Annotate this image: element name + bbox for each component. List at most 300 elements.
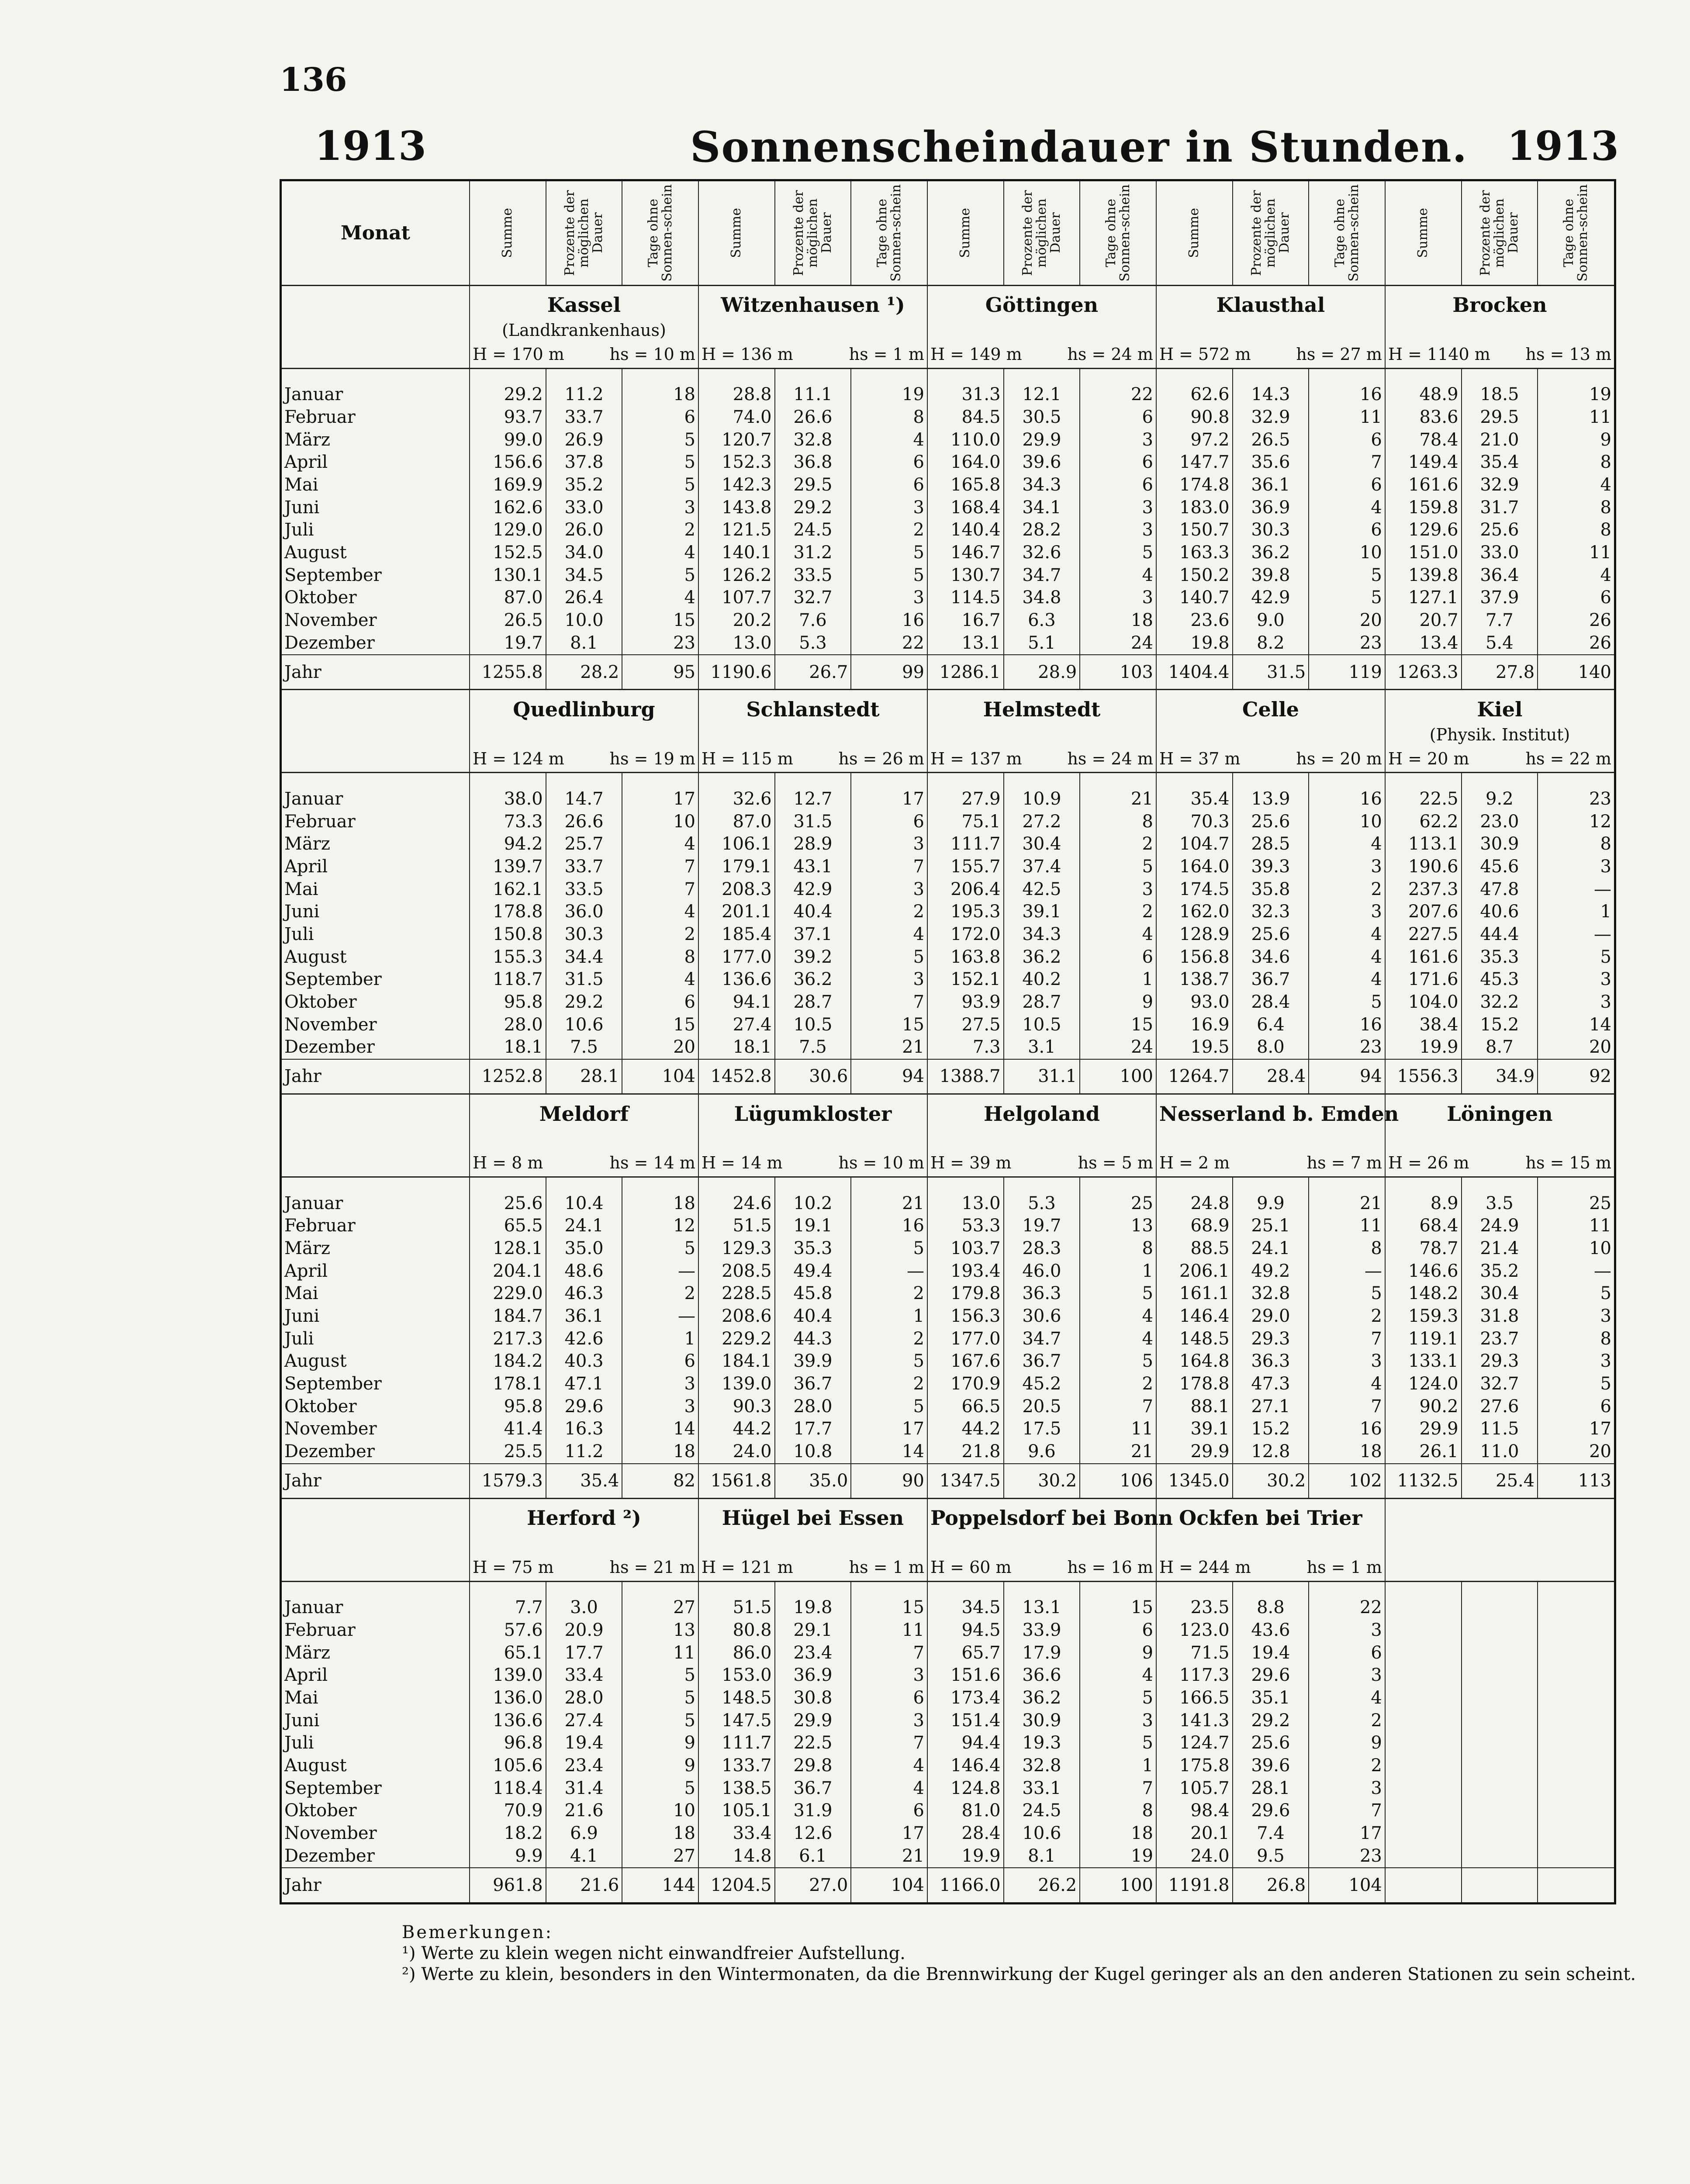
station-subtitle <box>470 1128 698 1149</box>
value-cell <box>1385 1845 1462 1868</box>
station-heights <box>1156 1149 1385 1177</box>
instrument-height: hs = 1 m <box>1306 1558 1382 1577</box>
height-pair <box>473 345 695 364</box>
value-cell: 19.4 <box>546 1732 622 1755</box>
value-cell: 162.1 <box>470 878 546 901</box>
value-cell: 5 <box>1080 542 1156 564</box>
month-label <box>282 1800 470 1822</box>
value-cell: 17 <box>622 788 698 811</box>
empty-cell <box>927 1177 1004 1192</box>
value-cell <box>1385 1709 1462 1732</box>
value-cell: 65.5 <box>470 1215 546 1237</box>
station-elevation: H = 39 m <box>930 1153 1012 1173</box>
value-cell: 3 <box>1538 968 1614 991</box>
value-cell <box>1462 1777 1538 1800</box>
value-cell: 5 <box>851 1350 927 1373</box>
value-cell: 164.8 <box>1156 1350 1233 1373</box>
value-cell <box>1462 1664 1538 1687</box>
value-cell: 9.2 <box>1462 788 1538 811</box>
empty-cell <box>282 745 470 773</box>
value-cell: 165.8 <box>927 474 1004 497</box>
station-name: Witzenhausen ¹) <box>698 285 927 320</box>
value-cell: 29.2 <box>470 384 546 406</box>
month-row <box>282 1036 1614 1059</box>
month-label <box>282 991 470 1014</box>
month-label <box>282 1418 470 1441</box>
value-cell: 37.4 <box>1004 856 1080 878</box>
station-subtitle <box>927 1533 1156 1554</box>
value-cell: 19 <box>1080 1845 1156 1868</box>
value-cell <box>1462 1687 1538 1710</box>
instrument-height: hs = 5 m <box>1078 1153 1153 1173</box>
month-row <box>282 564 1614 587</box>
value-cell <box>1538 1597 1614 1619</box>
column-header <box>775 181 851 285</box>
value-cell: 93.0 <box>1156 991 1233 1014</box>
value-cell: 12.1 <box>1004 384 1080 406</box>
value-cell: 26.5 <box>1233 429 1309 451</box>
station-elevation: H = 244 m <box>1159 1558 1251 1577</box>
value-cell: 208.3 <box>698 878 775 901</box>
value-cell: 33.4 <box>698 1822 775 1845</box>
empty-cell <box>282 1128 470 1149</box>
value-cell: 57.6 <box>470 1619 546 1642</box>
value-cell: 10.0 <box>546 609 622 632</box>
month-row <box>282 1327 1614 1350</box>
value-cell: 27 <box>622 1597 698 1619</box>
value-cell: 12.8 <box>1233 1441 1309 1464</box>
value-cell: 6 <box>1080 451 1156 474</box>
value-cell: 161.1 <box>1156 1282 1233 1305</box>
value-cell: 31.3 <box>927 384 1004 406</box>
value-cell: 184.7 <box>470 1305 546 1328</box>
value-cell: 31.5 <box>546 968 622 991</box>
empty-cell <box>1233 1177 1309 1192</box>
value-cell: 8.7 <box>1462 1036 1538 1059</box>
value-cell: 24 <box>1080 1036 1156 1059</box>
value-cell: 6.3 <box>1004 609 1080 632</box>
value-cell: 40.2 <box>1004 968 1080 991</box>
value-cell: 9 <box>1309 1732 1385 1755</box>
value-cell: 37.9 <box>1462 587 1538 609</box>
value-cell <box>1385 1822 1462 1845</box>
value-cell: 142.3 <box>698 474 775 497</box>
month-name: Dezember <box>284 1441 375 1462</box>
value-cell: 3 <box>1080 496 1156 519</box>
value-cell: 27.4 <box>546 1709 622 1732</box>
value-cell: 33.4 <box>546 1664 622 1687</box>
value-cell: 36.7 <box>1233 968 1309 991</box>
value-cell: 159.3 <box>1385 1305 1462 1328</box>
station-name: Kassel <box>470 285 698 320</box>
value-cell: 13.9 <box>1233 788 1309 811</box>
value-cell: 36.8 <box>775 451 851 474</box>
value-cell: 5 <box>622 1687 698 1710</box>
value-cell: 5 <box>1309 991 1385 1014</box>
month-row <box>282 1777 1614 1800</box>
value-cell: 7 <box>851 1641 927 1664</box>
value-cell: 29.6 <box>1233 1664 1309 1687</box>
value-cell: 16 <box>851 1215 927 1237</box>
value-cell: 161.6 <box>1385 474 1462 497</box>
station-subtitle <box>1156 1533 1385 1554</box>
value-cell: 105.7 <box>1156 1777 1233 1800</box>
value-cell: 43.6 <box>1233 1619 1309 1642</box>
value-cell: 36.2 <box>1004 946 1080 968</box>
column-header-label: Summe <box>1415 208 1431 258</box>
value-cell: 25 <box>1080 1192 1156 1215</box>
value-cell: 151.0 <box>1385 542 1462 564</box>
value-cell: 66.5 <box>927 1395 1004 1418</box>
value-cell: 36.2 <box>775 968 851 991</box>
station-elevation: H = 60 m <box>930 1558 1012 1577</box>
value-cell: 26 <box>1538 609 1614 632</box>
empty-cell <box>470 1581 546 1597</box>
empty-cell <box>851 368 927 384</box>
empty-cell <box>282 320 470 341</box>
station-sub-row <box>282 1533 1614 1554</box>
value-cell: 4 <box>1080 923 1156 946</box>
value-cell: 140.4 <box>927 519 1004 542</box>
value-cell: 8.9 <box>1385 1192 1462 1215</box>
column-header-label: Prozente der möglichen Dauer <box>1020 190 1063 276</box>
empty-cell <box>1233 1581 1309 1597</box>
value-cell: 26.5 <box>470 609 546 632</box>
month-name: Mai <box>284 879 318 899</box>
value-cell: 152.1 <box>927 968 1004 991</box>
value-cell: 74.0 <box>698 406 775 429</box>
value-cell: 8 <box>1538 519 1614 542</box>
value-cell: 237.3 <box>1385 878 1462 901</box>
value-cell: 126.2 <box>698 564 775 587</box>
month-label <box>282 1845 470 1868</box>
value-cell: 3 <box>1080 587 1156 609</box>
value-cell: 34.3 <box>1004 923 1080 946</box>
value-cell: 103.7 <box>927 1237 1004 1260</box>
month-name: Juni <box>284 497 320 518</box>
empty-cell <box>282 1094 470 1129</box>
value-cell: 23 <box>1309 1845 1385 1868</box>
value-cell: 136.6 <box>698 968 775 991</box>
empty-cell <box>622 773 698 788</box>
value-cell: 29.2 <box>1233 1709 1309 1732</box>
value-cell: 45.8 <box>775 1282 851 1305</box>
value-cell: 3.0 <box>546 1597 622 1619</box>
value-cell: 6 <box>851 451 927 474</box>
year-total-value: 34.9 <box>1462 1059 1538 1094</box>
value-cell: 7 <box>851 856 927 878</box>
month-name: November <box>284 1823 377 1844</box>
empty-cell <box>1385 1177 1462 1192</box>
jahr-label: Jahr <box>284 662 321 682</box>
value-cell: 5 <box>1538 1282 1614 1305</box>
value-cell: 29.5 <box>775 474 851 497</box>
value-cell: 29.2 <box>546 991 622 1014</box>
month-label <box>282 1619 470 1642</box>
month-name: Dezember <box>284 1037 375 1057</box>
value-cell: 21 <box>1080 788 1156 811</box>
empty-cell <box>282 1149 470 1177</box>
value-cell: 141.3 <box>1156 1709 1233 1732</box>
value-cell: 36.1 <box>546 1305 622 1328</box>
value-cell: 6 <box>851 1800 927 1822</box>
value-cell: 138.5 <box>698 1777 775 1800</box>
value-cell: 19.7 <box>1004 1215 1080 1237</box>
value-cell: 4 <box>851 429 927 451</box>
value-cell: 25.6 <box>1233 810 1309 833</box>
value-cell: 26.6 <box>775 406 851 429</box>
value-cell: 152.3 <box>698 451 775 474</box>
value-cell: 148.2 <box>1385 1282 1462 1305</box>
value-cell: 6 <box>1309 429 1385 451</box>
value-cell: 6 <box>622 406 698 429</box>
value-cell: 129.6 <box>1385 519 1462 542</box>
value-cell: 30.3 <box>1233 519 1309 542</box>
station-heights <box>927 745 1156 773</box>
empty-cell <box>546 1177 622 1192</box>
station-elevation: H = 75 m <box>473 1558 554 1577</box>
month-name: Februar <box>284 1216 356 1236</box>
month-label <box>282 901 470 923</box>
station-heights <box>927 1554 1156 1581</box>
page-title: Sonnenscheindauer in Stunden. <box>690 122 1468 172</box>
value-cell: 7 <box>1309 1800 1385 1822</box>
month-name: Februar <box>284 811 356 832</box>
empty-cell <box>775 773 851 788</box>
value-cell: 24.9 <box>1462 1215 1538 1237</box>
year-total-value: 144 <box>622 1868 698 1902</box>
year-total-value: 113 <box>1538 1464 1614 1499</box>
month-row <box>282 1845 1614 1868</box>
value-cell: 217.3 <box>470 1327 546 1350</box>
year-total-value: 1132.5 <box>1385 1464 1462 1499</box>
month-name: September <box>284 1374 382 1394</box>
value-cell: 19.8 <box>775 1597 851 1619</box>
column-header <box>1309 181 1385 285</box>
value-cell: 111.7 <box>927 833 1004 856</box>
station-elevation: H = 137 m <box>930 749 1022 768</box>
empty-cell <box>927 368 1004 384</box>
empty-cell <box>470 773 546 788</box>
month-label <box>282 1013 470 1036</box>
column-header <box>1462 181 1538 285</box>
value-cell: 3 <box>851 878 927 901</box>
value-cell: 35.1 <box>1233 1687 1309 1710</box>
height-pair <box>1388 1153 1611 1172</box>
value-cell: 130.1 <box>470 564 546 587</box>
month-name: April <box>284 856 328 877</box>
value-cell: 36.7 <box>775 1373 851 1396</box>
value-cell: 30.8 <box>775 1687 851 1710</box>
month-row <box>282 1192 1614 1215</box>
value-cell: 9 <box>622 1755 698 1777</box>
station-name: Schlanstedt <box>698 690 927 724</box>
value-cell: 16 <box>851 609 927 632</box>
value-cell: 13.0 <box>927 1192 1004 1215</box>
value-cell: 10 <box>622 810 698 833</box>
instrument-height: hs = 21 m <box>609 1558 695 1577</box>
value-cell: 3 <box>851 1709 927 1732</box>
empty-cell <box>546 1581 622 1597</box>
value-cell: 35.0 <box>546 1237 622 1260</box>
value-cell: 4 <box>1309 923 1385 946</box>
value-cell: 23 <box>1309 1036 1385 1059</box>
station-elevation: H = 14 m <box>701 1153 783 1173</box>
value-cell: 46.0 <box>1004 1260 1080 1282</box>
value-cell: 68.4 <box>1385 1215 1462 1237</box>
station-subtitle <box>1385 1533 1614 1554</box>
value-cell: 5 <box>851 564 927 587</box>
value-cell: 3 <box>1080 878 1156 901</box>
value-cell: 36.2 <box>1004 1687 1080 1710</box>
value-cell: 18.2 <box>470 1822 546 1845</box>
value-cell: 20 <box>1538 1036 1614 1059</box>
month-label <box>282 632 470 655</box>
value-cell: 71.5 <box>1156 1641 1233 1664</box>
value-cell: 28.0 <box>470 1013 546 1036</box>
month-row <box>282 474 1614 497</box>
month-label <box>282 1305 470 1328</box>
station-heights <box>698 1149 927 1177</box>
station-name-row <box>282 1094 1614 1129</box>
value-cell: 2 <box>1309 878 1385 901</box>
value-cell: 1 <box>851 1305 927 1328</box>
value-cell: 3 <box>851 1664 927 1687</box>
value-cell: 162.0 <box>1156 901 1233 923</box>
value-cell: 124.0 <box>1385 1373 1462 1396</box>
station-heights <box>1385 1149 1614 1177</box>
month-label <box>282 406 470 429</box>
month-label <box>282 1373 470 1396</box>
year-total-value: 28.4 <box>1233 1059 1309 1094</box>
year-total-value: 27.8 <box>1462 655 1538 690</box>
month-name: September <box>284 1778 382 1798</box>
value-cell: 185.4 <box>698 923 775 946</box>
station-name: Brocken <box>1385 285 1614 320</box>
value-cell: 11 <box>851 1619 927 1642</box>
empty-cell <box>1462 368 1538 384</box>
year-total-value: 28.1 <box>546 1059 622 1094</box>
year-total-value: 100 <box>1080 1059 1156 1094</box>
value-cell: 47.1 <box>546 1373 622 1396</box>
value-cell: 9.5 <box>1233 1845 1309 1868</box>
value-cell: 22 <box>1309 1597 1385 1619</box>
month-name: Juli <box>284 1328 314 1349</box>
jahr-label: Jahr <box>284 1875 321 1896</box>
month-name: Dezember <box>284 632 375 653</box>
station-heights <box>470 745 698 773</box>
value-cell: 167.6 <box>927 1350 1004 1373</box>
value-cell: 32.9 <box>1233 406 1309 429</box>
value-cell: 147.5 <box>698 1709 775 1732</box>
empty-cell <box>775 1177 851 1192</box>
month-name: Mai <box>284 1283 318 1304</box>
value-cell: 5.3 <box>775 632 851 655</box>
station-name: Lügumkloster <box>698 1094 927 1129</box>
empty-cell <box>470 368 546 384</box>
value-cell: 87.0 <box>698 810 775 833</box>
value-cell: 20.1 <box>1156 1822 1233 1845</box>
value-cell: 10.8 <box>775 1441 851 1464</box>
value-cell: 36.4 <box>1462 564 1538 587</box>
value-cell: 27 <box>622 1845 698 1868</box>
column-header-label: Summe <box>957 208 973 258</box>
month-label <box>282 1441 470 1464</box>
value-cell: 161.6 <box>1385 946 1462 968</box>
empty-cell <box>1309 368 1385 384</box>
month-label <box>282 1597 470 1619</box>
month-row <box>282 1013 1614 1036</box>
value-cell: 17 <box>1309 1822 1385 1845</box>
value-cell: 21 <box>851 1036 927 1059</box>
value-cell: 3 <box>851 833 927 856</box>
value-cell: 17 <box>1538 1418 1614 1441</box>
value-cell: 49.2 <box>1233 1260 1309 1282</box>
value-cell: 21.4 <box>1462 1237 1538 1260</box>
station-heights <box>1156 341 1385 368</box>
jahr-label: Jahr <box>284 1066 321 1087</box>
value-cell: 8.1 <box>1004 1845 1080 1868</box>
value-cell: 24.6 <box>698 1192 775 1215</box>
year-total-value: 1579.3 <box>470 1464 546 1499</box>
value-cell: 15 <box>851 1597 927 1619</box>
value-cell: 8 <box>851 406 927 429</box>
value-cell: 6 <box>1309 519 1385 542</box>
value-cell <box>1385 1664 1462 1687</box>
month-name: Februar <box>284 1620 356 1641</box>
instrument-height: hs = 10 m <box>609 344 695 364</box>
value-cell: 18 <box>622 1192 698 1215</box>
column-header-label: Prozente der möglichen Dauer <box>791 190 834 276</box>
value-cell: 7 <box>1309 451 1385 474</box>
value-cell: 48.9 <box>1385 384 1462 406</box>
value-cell: 1 <box>622 1327 698 1350</box>
value-cell: 28.9 <box>775 833 851 856</box>
month-label <box>282 564 470 587</box>
empty-cell <box>546 773 622 788</box>
value-cell: 15.2 <box>1462 1013 1538 1036</box>
value-cell: 172.0 <box>927 923 1004 946</box>
value-cell: 24 <box>1080 632 1156 655</box>
value-cell <box>1462 1845 1538 1868</box>
column-header-label: Tage ohne Sonnen-schein <box>1103 184 1133 282</box>
instrument-height: hs = 14 m <box>609 1153 695 1173</box>
value-cell: 21 <box>851 1845 927 1868</box>
value-cell: 3 <box>622 1395 698 1418</box>
empty-cell <box>775 1581 851 1597</box>
year-total-value: 1255.8 <box>470 655 546 690</box>
empty-cell <box>851 1177 927 1192</box>
value-cell: 6 <box>1080 474 1156 497</box>
value-cell: 17 <box>851 1418 927 1441</box>
value-cell: 4 <box>1538 564 1614 587</box>
value-cell: 19.9 <box>1385 1036 1462 1059</box>
empty-cell <box>1004 368 1080 384</box>
value-cell <box>1462 1597 1538 1619</box>
value-cell: 10.9 <box>1004 788 1080 811</box>
month-row <box>282 496 1614 519</box>
value-cell: 23.6 <box>1156 609 1233 632</box>
value-cell: 33.7 <box>546 406 622 429</box>
value-cell: 32.8 <box>775 429 851 451</box>
value-cell: 26.6 <box>546 810 622 833</box>
value-cell: 11.0 <box>1462 1441 1538 1464</box>
value-cell: 14 <box>1538 1013 1614 1036</box>
value-cell: — <box>1538 878 1614 901</box>
year-total-value: 102 <box>1309 1464 1385 1499</box>
month-row <box>282 1237 1614 1260</box>
value-cell: 95.8 <box>470 991 546 1014</box>
